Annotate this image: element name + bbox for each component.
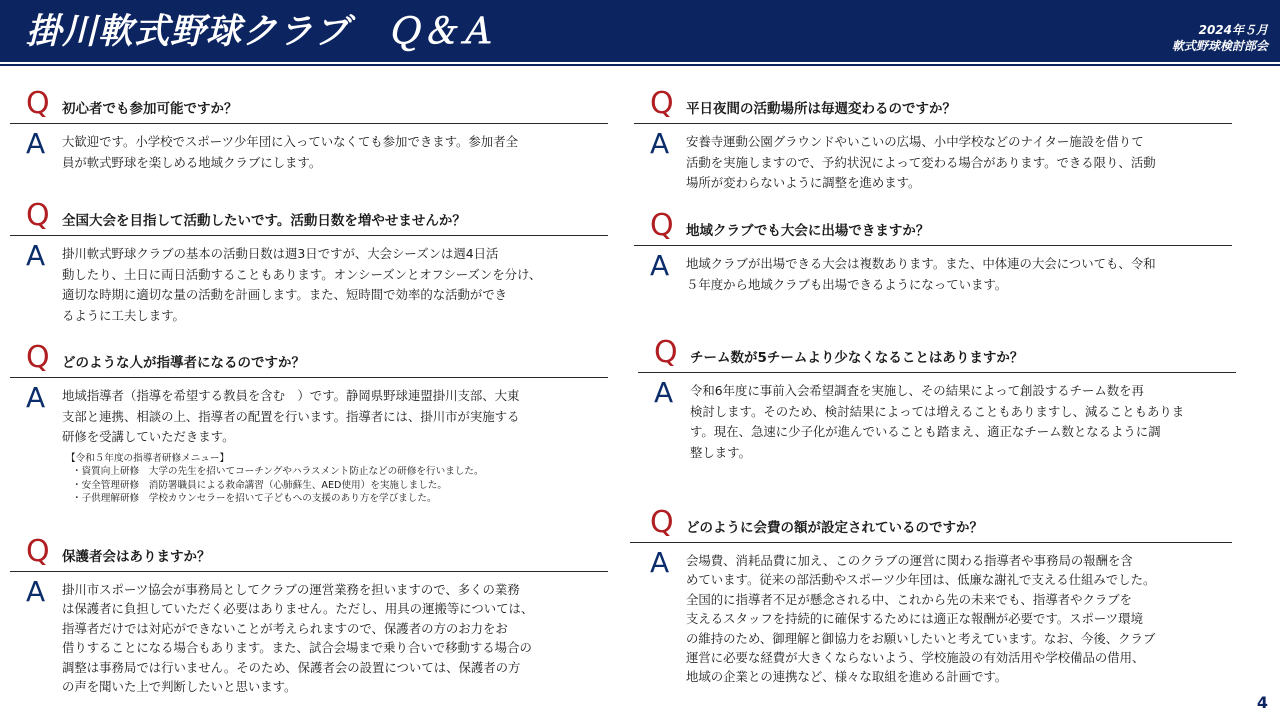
answer-mark: A <box>654 376 674 409</box>
answer-line: す。現在、急速に少子化が進んでいることも踏まえ、適正なチーム数となるように調 <box>690 424 1161 440</box>
answer-line: 会場費、消耗品費に加え、このクラブの運営に関わる指導者や事務局の報酬を含 <box>686 553 1133 568</box>
answer-line: るように工夫します。 <box>62 307 185 323</box>
divider <box>638 372 1236 373</box>
divider <box>630 542 1232 543</box>
question-mark: Q <box>26 534 50 569</box>
answer-line: 場所が変わらないように調整を進めます。 <box>686 175 921 191</box>
page-title: 掛川軟式野球クラブ Ｑ＆Ａ <box>26 12 495 52</box>
header-meta <box>1172 22 1268 54</box>
answer-line: 借りすることになる場合もあります。また、試合会場まで乗り合いで移動する場合の <box>62 640 532 656</box>
answer-mark: A <box>26 381 46 414</box>
answer-line: 全国的に指導者不足が懸念される中、これから先の未来でも、指導者やクラブを <box>686 591 1133 607</box>
answer-line: 掛川市スポーツ協会が事務局としてクラブの運営業務を担いますので、多くの業務 <box>62 582 520 597</box>
answer-line: 令和6年度に事前入会希望調査を実施し、その結果によって創設するチーム数を再 <box>690 383 1144 398</box>
question-text: 初心者でも参加可能ですか？ <box>62 101 238 117</box>
answer-text <box>686 132 1232 194</box>
question-mark: Q <box>26 198 50 233</box>
answer-text <box>62 580 608 696</box>
question-text: 地域クラブでも大会に出場できますか？ <box>686 223 930 239</box>
answer-line: めています。従来の部活動やスポーツ少年団は、低廉な謝礼で支える仕組みでした。 <box>686 572 1156 588</box>
question-text: 全国大会を目指して活動したいです。活動日数を増やせませんか？ <box>62 213 466 229</box>
question-text: 保護者会はありますか？ <box>62 549 211 565</box>
note-line: ・資質向上研修 大学の先生を招いてコーチングやハラスメント防止などの研修を行いました。 <box>72 466 484 478</box>
answer-mark: A <box>650 127 670 160</box>
header-org: 軟式野球検討部会 <box>1171 39 1268 53</box>
answer-line: 大歓迎です。小学校でスポーツ少年団に入っていなくても参加できます。参加者全 <box>62 134 518 149</box>
answer-text <box>686 254 1232 295</box>
answer-line: 地域指導者（指導を希望する教員を含む ）です。静岡県野球連盟掛川支部、大東 <box>62 388 520 403</box>
question-text: どのように会費の額が設定されているのですか？ <box>686 520 983 536</box>
answer-line: ５年度から地域クラブも出場できるようになっています。 <box>686 276 1008 292</box>
question-text: チーム数が5チームより少なくなることはありますか？ <box>690 350 1024 366</box>
answer-line: の声を聞いた上で判断したいと思います。 <box>62 679 297 695</box>
answer-text <box>686 551 1232 687</box>
answer-text <box>62 132 608 173</box>
question-mark: Q <box>650 208 674 243</box>
qa-item-national-tournament <box>26 198 608 326</box>
answer-line: 掛川軟式野球クラブの基本の活動日数は週3日ですが、大会シーズンは週4日活 <box>62 246 499 261</box>
note-line: ・子供理解研修 学校カウンセラーを招いて子どもへの支援のあり方を学びました。 <box>72 493 437 505</box>
answer-line: の維持のため、御理解と御協力をお願いしたいと考えています。なお、今後、クラブ <box>686 630 1156 646</box>
question-text: どのような人が指導者になるのですか？ <box>62 355 305 371</box>
divider <box>10 377 608 378</box>
training-menu-note <box>66 452 608 506</box>
answer-line: 検討します。そのため、検討結果によっては増えることもありますし、減ることもありま <box>690 403 1185 419</box>
note-line: ・安全管理研修 消防署職員による救命講習（心肺蘇生、AED使用）を実施しました。 <box>72 479 447 491</box>
answer-line: 適切な時期に適切な量の活動を計画します。また、短時間で効率的な活動ができ <box>62 287 508 303</box>
header-bar <box>0 0 1280 62</box>
qa-item-membership-fee <box>650 505 1232 687</box>
answer-line: 支えるスタッフを持続的に確保するためには適正な報酬が必要です。スポーツ環境 <box>686 611 1143 627</box>
answer-line: 整します。 <box>690 444 751 460</box>
answer-line: は保護者に負担していただく必要はありません。ただし、用具の運搬等については、 <box>62 601 534 617</box>
note-heading: 【令和５年度の指導者研修メニュー】 <box>66 452 230 464</box>
answer-line: 地域クラブが出場できる大会は複数あります。また、中体連の大会についても、令和 <box>686 256 1156 271</box>
answer-mark: A <box>26 127 46 160</box>
divider <box>634 245 1232 246</box>
answer-line: 安養寺運動公園グラウンドやいこいの広場、小中学校などのナイター施設を借りて <box>686 134 1144 149</box>
page-number: 4 <box>1256 693 1268 712</box>
divider <box>10 571 608 572</box>
answer-text <box>62 244 608 326</box>
answer-line: 指導者だけでは対応ができないことが考えられますので、保護者の方のお力をお <box>62 620 508 636</box>
header-underline <box>0 64 1280 66</box>
answer-mark: A <box>26 239 46 272</box>
qa-item-club-tournaments <box>650 208 1232 295</box>
divider <box>10 123 608 124</box>
divider <box>10 235 608 236</box>
answer-line: 支部と連携、相談の上、指導者の配置を行います。指導者には、掛川市が実施する <box>62 408 520 424</box>
answer-line: 活動を実施しますので、予約状況によって変わる場合があります。できる限り、活動 <box>686 154 1156 170</box>
question-mark: Q <box>650 505 674 540</box>
answer-line: 運営に必要な経費が大きくならないよう、学校施設の有効活用や学校備品の借用、 <box>686 650 1145 666</box>
qa-item-team-count <box>654 335 1236 463</box>
answer-text <box>62 386 608 448</box>
answer-mark: A <box>650 249 670 282</box>
answer-text <box>690 381 1236 463</box>
question-mark: Q <box>26 86 50 121</box>
answer-line: 動したり、土日に両日活動することもあります。オンシーズンとオフシーズンを分け、 <box>62 266 542 282</box>
qa-item-coaches <box>26 340 608 506</box>
qa-item-beginners <box>26 86 608 173</box>
answer-mark: A <box>650 546 670 579</box>
answer-line: 地域の企業との連携など、様々な取組を進める計画です。 <box>686 669 1008 685</box>
answer-line: 研修を受講していただきます。 <box>62 429 235 445</box>
qa-item-weekday-venue <box>650 86 1232 194</box>
question-mark: Q <box>650 86 674 121</box>
question-mark: Q <box>26 340 50 375</box>
answer-mark: A <box>26 575 46 608</box>
divider <box>634 123 1232 124</box>
answer-line: 調整は事務局では行いません。そのため、保護者会の設置については、保護者の方 <box>62 659 521 675</box>
qa-item-parents-association <box>26 534 608 696</box>
question-mark: Q <box>654 335 678 370</box>
question-text: 平日夜間の活動場所は毎週変わるのですか？ <box>686 101 956 117</box>
header-date: 2024年５月 <box>1198 23 1268 37</box>
answer-line: 員が軟式野球を楽しめる地域クラブにします。 <box>62 154 322 170</box>
